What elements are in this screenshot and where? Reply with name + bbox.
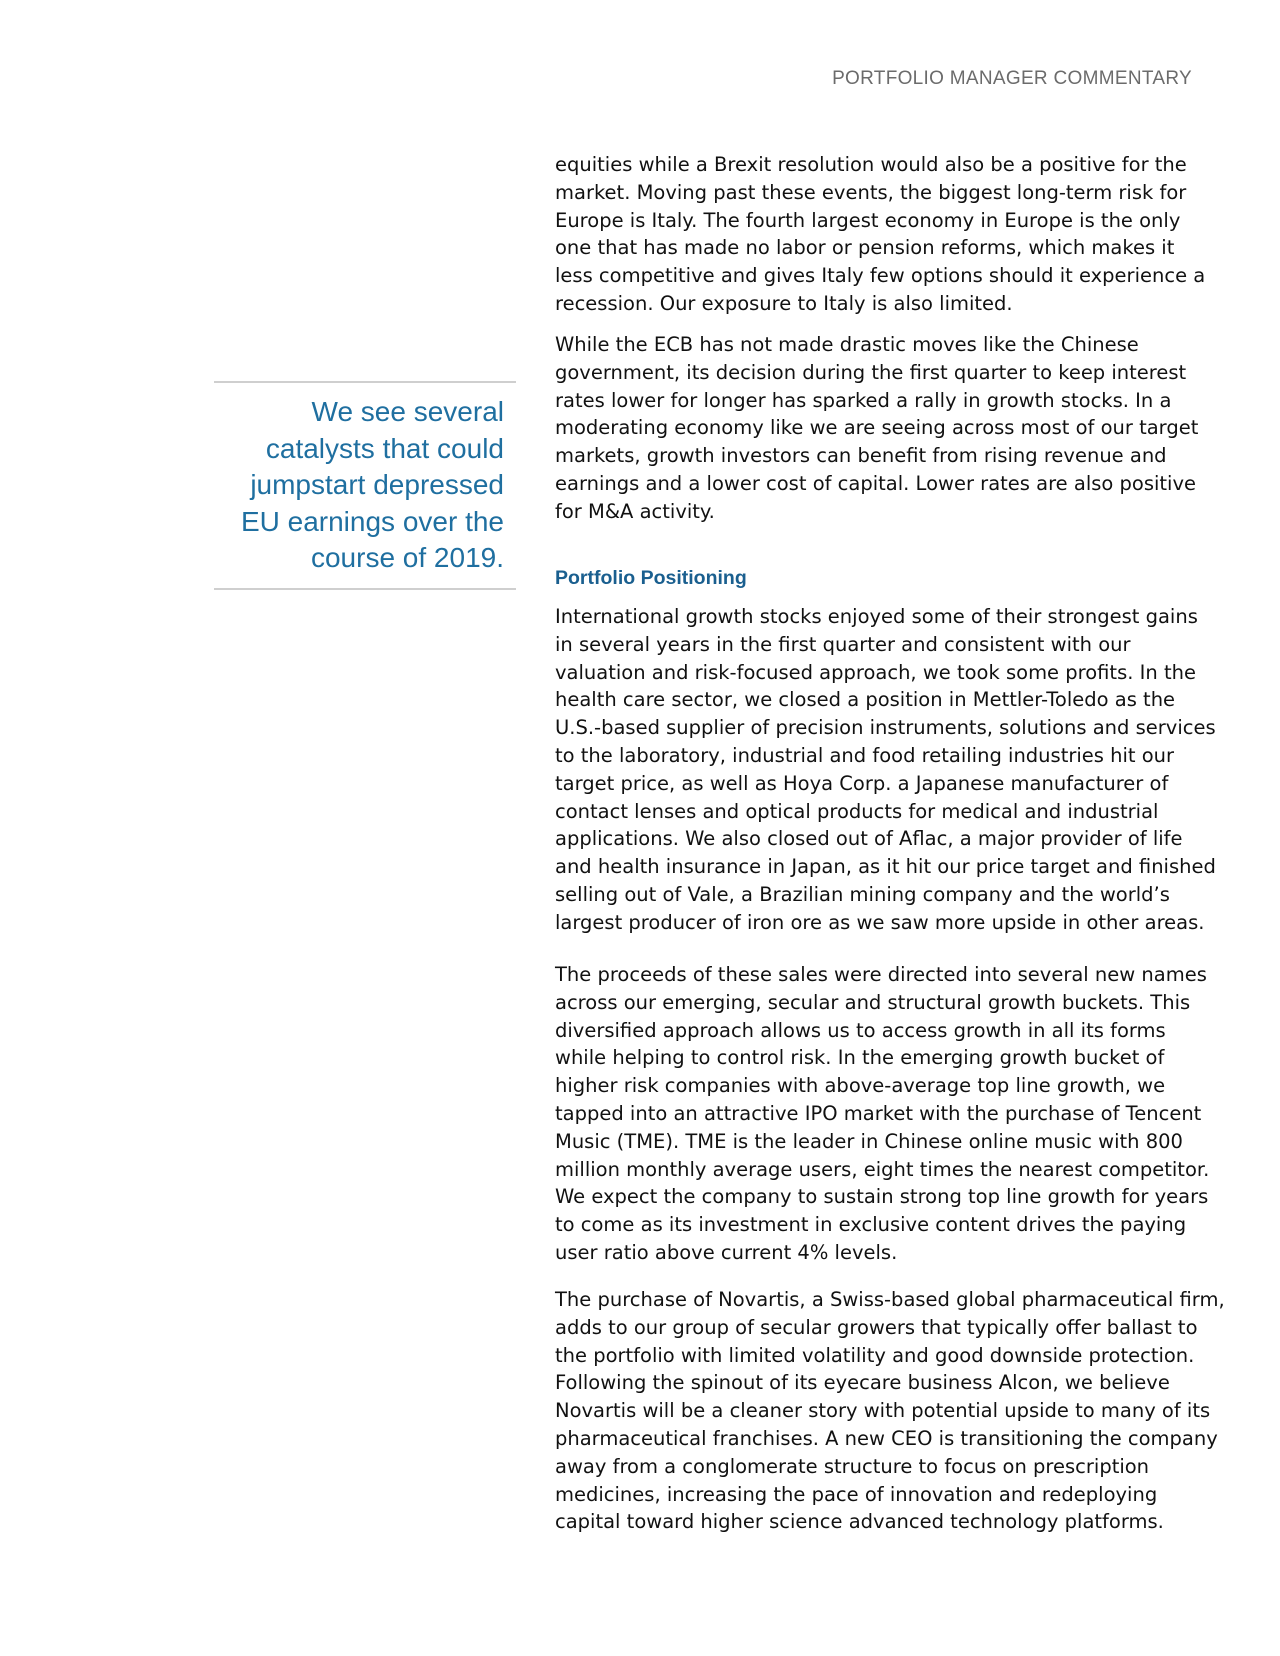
- text-line: moderating economy like we are seeing across most of our target: [555, 416, 1199, 440]
- text-line: in several years in the first quarter and consistent with our: [555, 632, 1131, 656]
- pull-quote-line: We see several: [311, 396, 504, 427]
- text-line: Music (TME). TME is the leader in Chinese online music with 800: [555, 1129, 1183, 1153]
- text-line: applications. We also closed out of Aflac, a major provider of life: [555, 827, 1183, 851]
- text-line: tapped into an attractive IPO market with the purchase of Tencent: [555, 1101, 1202, 1125]
- body-paragraph: [555, 151, 1206, 318]
- text-line: International growth stocks enjoyed some of their strongest gains: [555, 605, 1198, 628]
- pull-quote-line: catalysts that could: [265, 432, 504, 464]
- text-line: rates lower for longer has sparked a rally in growth stocks. In a: [555, 388, 1172, 412]
- text-line: largest producer of iron ore as we saw more upside in other areas.: [555, 910, 1205, 934]
- text-line: pharmaceutical franchises. A new CEO is transitioning the company: [555, 1426, 1218, 1450]
- text-line: Europe is Italy. The fourth largest economy in Europe is the only: [555, 208, 1181, 232]
- text-line: Following the spinout of its eyecare business Alcon, we believe: [555, 1371, 1170, 1395]
- text-line: markets, growth investors can benefit from rising revenue and: [555, 444, 1167, 468]
- text-line: user ratio above current 4% levels.: [555, 1240, 898, 1264]
- text-line: government, its decision during the first quarter to keep interest: [555, 360, 1187, 384]
- body-paragraph: [555, 331, 1199, 526]
- text-line: less competitive and gives Italy few options should it experience a: [555, 264, 1206, 288]
- text-line: Novartis will be a cleaner story with potential upside to many of its: [555, 1399, 1211, 1423]
- text-line: to come as its investment in exclusive content drives the paying: [555, 1213, 1187, 1237]
- pull-quote-line: course of 2019.: [310, 542, 504, 573]
- text-line: medicines, increasing the pace of innovation and redeploying: [555, 1482, 1158, 1506]
- text-line: valuation and risk-focused approach, we took some profits. In the: [555, 660, 1196, 684]
- text-line: for M&A activity.: [555, 499, 715, 523]
- text-line: selling out of Vale, a Brazilian mining company and the world’s: [555, 882, 1170, 906]
- text-line: capital toward higher science advanced technology platforms.: [555, 1510, 1164, 1534]
- text-line: contact lenses and optical products for medical and industrial: [555, 799, 1159, 823]
- text-line: target price, as well as Hoya Corp. a Japanese manufacturer of: [555, 771, 1169, 795]
- pull-quote-line: jumpstart depressed: [250, 469, 504, 500]
- text-line: equities while a Brexit resolution would also be a positive for the: [555, 153, 1187, 176]
- text-line: The purchase of Novartis, a Swiss-based global pharmaceutical firm,: [555, 1288, 1225, 1311]
- text-line: earnings and a lower cost of capital. Lower rates are also positive: [555, 471, 1197, 495]
- text-line: adds to our group of secular growers that typically offer ballast to: [555, 1315, 1198, 1339]
- text-line: U.S.-based supplier of precision instruments, solutions and services: [555, 716, 1216, 740]
- text-line: and health insurance in Japan, as it hit our price target and finished: [555, 855, 1216, 879]
- text-line: We expect the company to sustain strong top line growth for years: [555, 1185, 1209, 1209]
- body-paragraph: [555, 961, 1210, 1267]
- pull-quote-line: EU earnings over the: [240, 505, 504, 537]
- text-line: one that has made no labor or pension reforms, which makes it: [555, 236, 1175, 260]
- text-line: away from a conglomerate structure to focus on prescription: [555, 1454, 1150, 1478]
- page-header-title: PORTFOLIO MANAGER COMMENTARY: [832, 68, 1192, 89]
- text-line: market. Moving past these events, the biggest long-term risk for: [555, 180, 1187, 204]
- section-heading: Portfolio Positioning: [555, 567, 747, 589]
- text-line: While the ECB has not made drastic moves like the Chinese: [555, 333, 1139, 356]
- text-line: the portfolio with limited volatility and good downside protection.: [555, 1343, 1195, 1367]
- text-line: million monthly average users, eight times the nearest competitor.: [555, 1157, 1210, 1181]
- text-line: higher risk companies with above-average top line growth, we: [555, 1074, 1166, 1098]
- text-line: The proceeds of these sales were directed into several new names: [555, 963, 1207, 986]
- text-line: across our emerging, secular and structural growth buckets. This: [555, 990, 1191, 1014]
- text-line: health care sector, we closed a position in Mettler-Toledo as the: [555, 688, 1176, 712]
- body-paragraph: [555, 603, 1216, 937]
- pull-quote: [214, 381, 516, 590]
- text-line: recession. Our exposure to Italy is also limited.: [555, 291, 1013, 315]
- text-line: diversified approach allows us to access growth in all its forms: [555, 1018, 1166, 1042]
- body-paragraph: [555, 1286, 1225, 1536]
- text-line: to the laboratory, industrial and food retailing industries hit our: [555, 743, 1175, 767]
- text-line: while helping to control risk. In the emerging growth bucket of: [555, 1046, 1165, 1070]
